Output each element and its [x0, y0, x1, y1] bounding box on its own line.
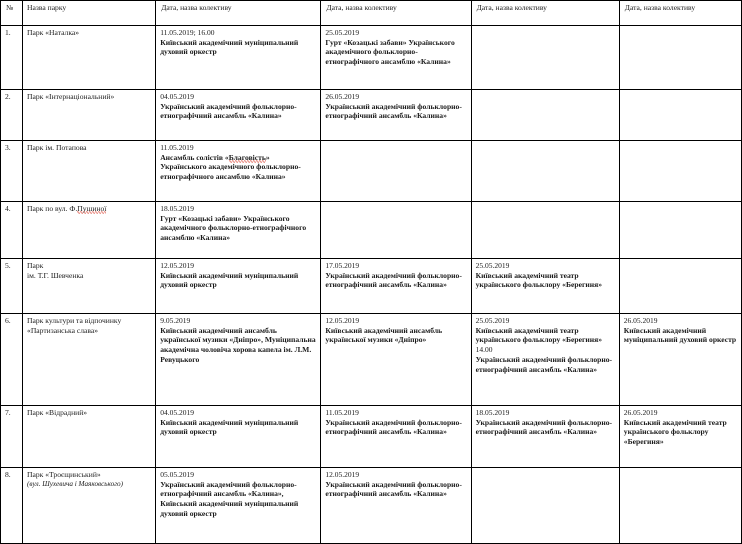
schedule-cell-col1: [156, 406, 321, 468]
schedule-cell-col3: [471, 26, 619, 90]
event-date: 18.05.2019: [160, 204, 194, 213]
ensemble-name: Український академічний фольклорно-етнографічний ансамбль «Калина»: [325, 417, 462, 437]
table-row: [1, 90, 742, 141]
park-name: [23, 202, 156, 259]
schedule-cell-col4: [619, 468, 741, 544]
event-date: 12.05.2019: [160, 261, 194, 270]
column-header-date-ensemble-4: Дата, назва колективу: [619, 1, 741, 26]
park-name-text: Парк ім. Т.Г. Шевченка: [27, 261, 84, 280]
ensemble-name: Український академічний фольклорно-етнографічний ансамбль «Калина»: [325, 101, 462, 121]
schedule-cell-col3: [471, 468, 619, 544]
schedule-cell-col4: [619, 259, 741, 314]
event-date: 25.05.2019: [475, 316, 510, 325]
park-name-text: Парк «Інтернаціональний»: [27, 92, 115, 101]
schedule-cell-col2: [321, 141, 471, 202]
schedule-cell-col1: [156, 259, 321, 314]
schedule-cell-col2: [321, 314, 471, 406]
park-name: [23, 406, 156, 468]
table-row: [1, 259, 742, 314]
table-header-row: [1, 1, 742, 26]
column-header-date-ensemble-1: Дата, назва колективу: [156, 1, 321, 26]
schedule-cell-col4: [619, 202, 741, 259]
schedule-cell-col1: [156, 90, 321, 141]
event-date: 25.05.2019: [325, 28, 360, 37]
ensemble-name-secondary: Український академічний фольклорно-етнографічний ансамбль «Калина»: [475, 354, 613, 374]
schedule-cell-col3: [471, 202, 619, 259]
schedule-cell-col3: [471, 141, 619, 202]
event-date: 12.05.2019: [325, 316, 360, 325]
schedule-cell-col1: [156, 468, 321, 544]
park-name-text: Парк по вул. Ф.Пушиної: [27, 204, 107, 213]
row-number: 5.: [1, 259, 23, 314]
ensemble-name: Київський академічний муніципальний духовий оркестр: [623, 325, 737, 345]
ensemble-name: Київський академічний театр українського фольклору «Берегиня»: [475, 270, 603, 290]
table-row: [1, 406, 742, 468]
event-date: 11.05.2019: [160, 143, 194, 152]
table-row: [1, 202, 742, 259]
event-date: 26.05.2019: [623, 316, 658, 325]
schedule-cell-col3: [471, 259, 619, 314]
park-name: [23, 26, 156, 90]
row-number: 2.: [1, 90, 23, 141]
row-number: 3.: [1, 141, 23, 202]
ensemble-name: Київський академічний муніципальний духовий оркестр: [160, 417, 299, 437]
schedule-cell-col2: [321, 406, 471, 468]
schedule-cell-col3: [471, 406, 619, 468]
schedule-cell-col1: [156, 202, 321, 259]
event-date: 12.05.2019: [325, 470, 360, 479]
ensemble-name: Київський академічний муніципальний духовий оркестр: [160, 37, 299, 57]
table-row: [1, 314, 742, 406]
event-date: 05.05.2019: [160, 470, 194, 479]
park-name: [23, 141, 156, 202]
table-row: [1, 26, 742, 90]
ensemble-name: Київський академічний театр українського фольклору «Берегиня»: [623, 417, 727, 447]
schedule-cell-col2: [321, 90, 471, 141]
ensemble-name: Гурт «Козацькі забави» Українського академічного фольклорно-етнографічного ансамблю «Калина»: [160, 213, 307, 243]
ensemble-name: Київський академічний муніципальний духовий оркестр: [160, 270, 299, 290]
schedule-cell-col1: [156, 26, 321, 90]
ensemble-name: Київський академічний ансамбль української музики «Дніпро», Муніципальна академічна чоловіча хорова капела ім. Л.М. Ревуцького: [160, 325, 316, 364]
schedule-cell-col3: [471, 90, 619, 141]
schedule-cell-col4: [619, 141, 741, 202]
column-header-date-ensemble-2: Дата, назва колективу: [321, 1, 471, 26]
event-date: 17.05.2019: [325, 261, 360, 270]
schedule-cell-col3: [471, 314, 619, 406]
schedule-cell-col4: [619, 314, 741, 406]
schedule-cell-col1: [156, 314, 321, 406]
spellcheck-underlined-word: Пушиної: [77, 204, 107, 213]
park-name: [23, 468, 156, 544]
spellcheck-underlined-word: Благовість: [228, 152, 266, 162]
event-date: 04.05.2019: [160, 92, 194, 101]
schedule-cell-col2: [321, 468, 471, 544]
column-header-number: №: [1, 1, 23, 26]
event-date: 26.05.2019: [325, 92, 360, 101]
event-date: 26.05.2019: [623, 408, 658, 417]
row-number: 6.: [1, 314, 23, 406]
ensemble-name: Гурт «Козацькі забави» Українського академічного фольклорно-етнографічного ансамблю «Калина»: [325, 37, 455, 67]
ensemble-name: Київський академічний ансамбль української музики «Дніпро»: [325, 325, 443, 345]
schedule-cell-col1: [156, 141, 321, 202]
park-name-text: Парк «Наталка»: [27, 28, 80, 37]
schedule-cell-col2: [321, 26, 471, 90]
park-name: [23, 90, 156, 141]
park-name-text: Парк «Відрадний»: [27, 408, 88, 417]
event-date: 25.05.2019: [475, 261, 510, 270]
row-number: 1.: [1, 26, 23, 90]
column-header-date-ensemble-3: Дата, назва колективу: [471, 1, 619, 26]
ensemble-name: Український академічний фольклорно-етнографічний ансамбль «Калина»: [160, 101, 297, 121]
schedule-cell-col4: [619, 26, 741, 90]
event-date: 18.05.2019: [475, 408, 510, 417]
event-date: 04.05.2019: [160, 408, 194, 417]
schedule-cell-col2: [321, 259, 471, 314]
park-name-text: Парк «Троєщинський»: [27, 470, 101, 479]
park-address: (вул. Шухевича і Маяковського): [27, 479, 124, 488]
ensemble-name: Український академічний фольклорно-етнографічний ансамбль «Калина», Київський академічний муніципальний духовий оркестр: [160, 479, 299, 518]
event-date: 11.05.2019; 16.00: [160, 28, 215, 37]
table-row: [1, 141, 742, 202]
park-name: [23, 259, 156, 314]
event-date-secondary: 14.00: [475, 345, 493, 355]
ensemble-name: Український академічний фольклорно-етнографічний ансамбль «Калина»: [475, 417, 613, 437]
ensemble-name: Ансамбль солістів «Благовість» Українського академічного фольклорно-етнографічного ансамблю «Калина»: [160, 152, 301, 182]
row-number: 8.: [1, 468, 23, 544]
schedule-cell-col4: [619, 406, 741, 468]
row-number: 7.: [1, 406, 23, 468]
schedule-cell-col4: [619, 90, 741, 141]
row-number: 4.: [1, 202, 23, 259]
ensemble-name: Київський академічний театр українського фольклору «Берегиня»: [475, 325, 603, 345]
schedule-cell-col2: [321, 202, 471, 259]
park-name: [23, 314, 156, 406]
park-name-text: Парк ім. Потапова: [27, 143, 87, 152]
park-name-text: Парк культури та відпочинку «Партизанська слава»: [27, 316, 122, 335]
table-row: [1, 468, 742, 544]
ensemble-name: Український академічний фольклорно-етнографічний ансамбль «Калина»: [325, 270, 462, 290]
table-body: [1, 26, 742, 544]
column-header-park-name: Назва парку: [23, 1, 156, 26]
event-date: 9.05.2019: [160, 316, 191, 325]
ensemble-name: Український академічний фольклорно-етнографічний ансамбль «Калина»: [325, 479, 462, 499]
event-date: 11.05.2019: [325, 408, 359, 417]
